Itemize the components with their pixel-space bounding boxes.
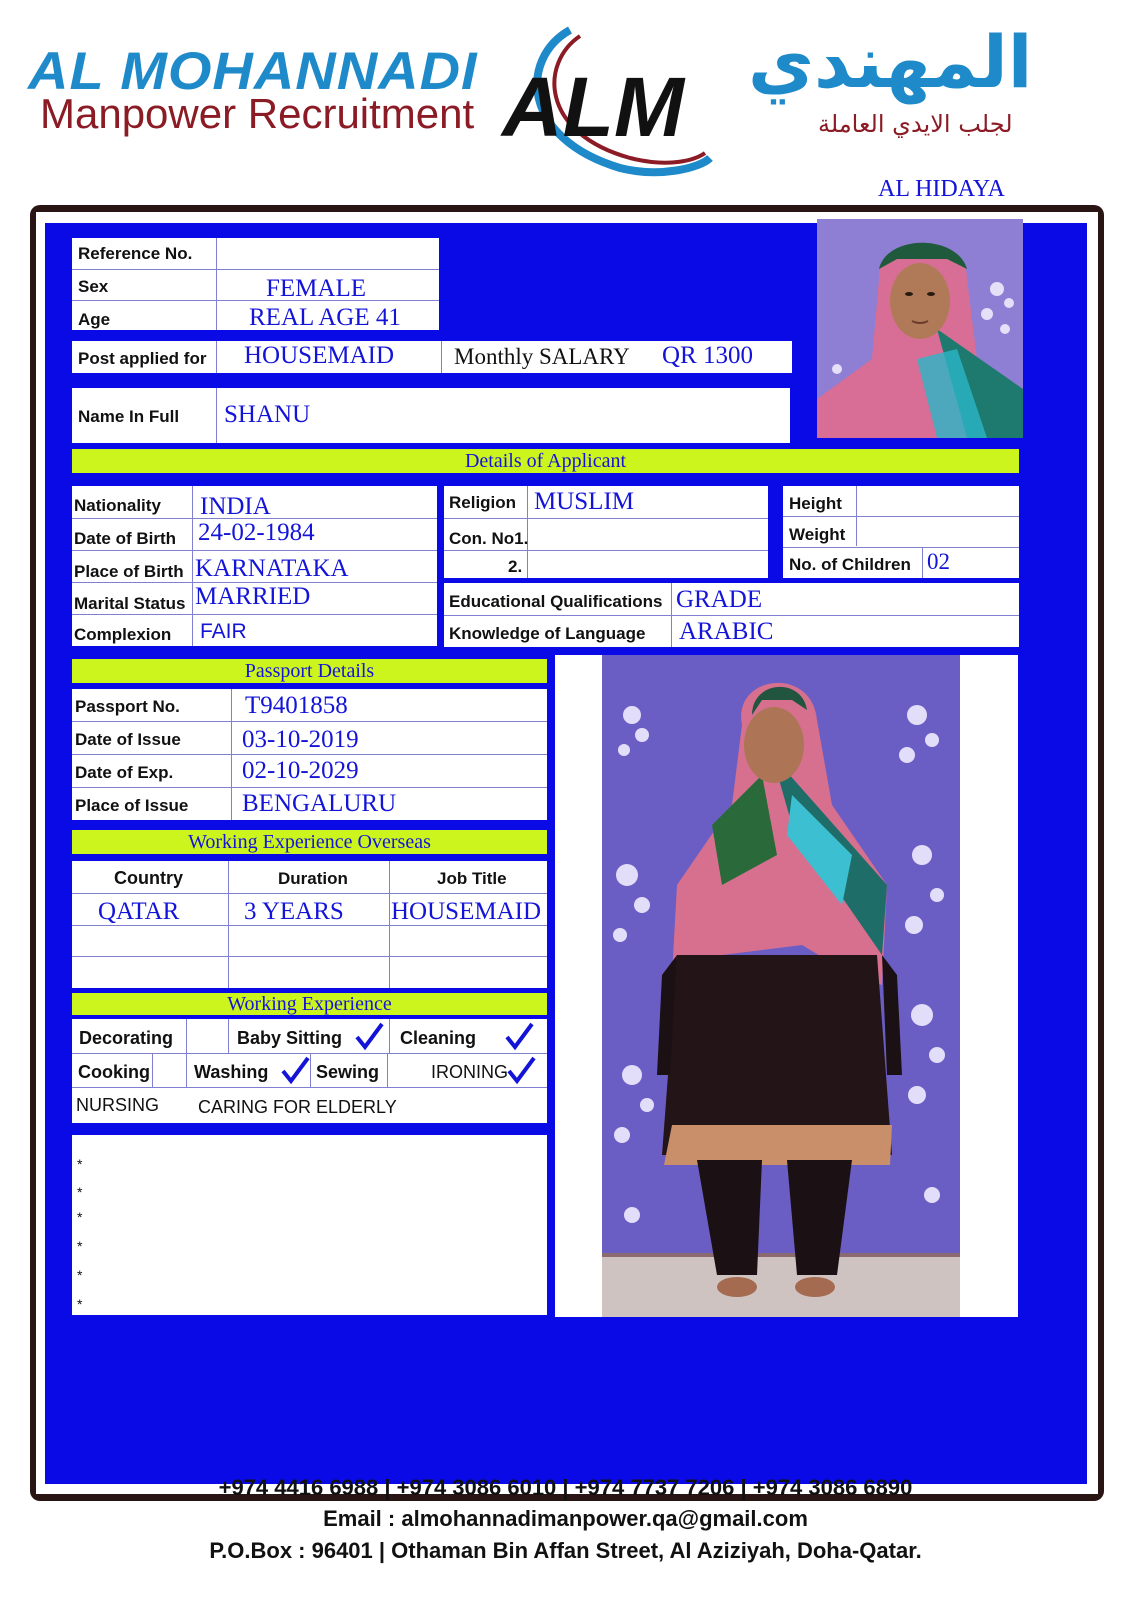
marital-value: MARRIED: [195, 583, 311, 610]
exp-ironing: IRONING: [431, 1062, 509, 1082]
pob-value: KARNATAKA: [195, 555, 349, 582]
brand-subtitle-arabic: لجلب الايدي العاملة: [818, 110, 1013, 138]
note-bullet: *: [77, 1296, 83, 1312]
exp-sewing: Sewing: [316, 1062, 380, 1082]
marital-label: Marital Status: [74, 594, 186, 613]
brand-name-arabic: المهندي: [748, 20, 1033, 104]
note-bullet: *: [77, 1209, 83, 1225]
overseas-title: Working Experience Overseas: [72, 830, 547, 854]
religion-label: Religion: [449, 493, 517, 512]
cleaning-check-icon: [504, 1021, 534, 1051]
agency-name: AL HIDAYA: [878, 176, 1005, 202]
ironing-check-icon: [506, 1055, 536, 1085]
applicant-full-body-photo: [602, 655, 960, 1317]
passport-no-label: Passport No.: [75, 697, 180, 716]
exp-cooking: Cooking: [78, 1062, 150, 1082]
note-bullet: *: [77, 1184, 83, 1200]
sex-value: FEMALE: [266, 275, 366, 302]
name-value: SHANU: [224, 401, 311, 428]
post-value: HOUSEMAID: [244, 342, 394, 369]
dob-value: 24-02-1984: [198, 519, 315, 546]
issue-date-label: Date of Issue: [75, 730, 181, 749]
col-job-title: Job Title: [437, 869, 507, 888]
children-label: No. of Children: [789, 555, 911, 574]
exp-date-value: 02-10-2029: [242, 757, 359, 784]
language-value: ARABIC: [679, 618, 774, 645]
post-label: Post applied for: [78, 349, 207, 368]
applicant-portrait-photo: [817, 219, 1023, 438]
baby-sitting-check-icon: [354, 1021, 384, 1051]
reference-label: Reference No.: [78, 244, 193, 263]
exp-date-label: Date of Exp.: [75, 763, 174, 782]
age-label: Age: [78, 310, 111, 329]
education-label: Educational Qualifications: [449, 592, 663, 611]
footer-email: Email : almohannadimanpower.qa@gmail.com: [323, 1506, 808, 1531]
language-label: Knowledge of Language: [449, 624, 646, 643]
issue-place-value: BENGALURU: [242, 790, 397, 817]
education-value: GRADE: [676, 586, 763, 613]
notes-box: [72, 1135, 547, 1315]
note-bullet: *: [77, 1156, 83, 1172]
dob-label: Date of Birth: [74, 529, 176, 548]
sex-label: Sex: [78, 277, 109, 296]
children-value: 02: [927, 549, 950, 574]
contact2-label: 2.: [508, 557, 523, 576]
washing-check-icon: [280, 1055, 310, 1085]
nationality-label: Nationality: [74, 496, 161, 515]
overseas-duration-value: 3 YEARS: [244, 898, 344, 925]
passport-title: Passport Details: [72, 659, 547, 683]
salary-label: Monthly SALARY: [454, 344, 630, 369]
complexion-value: FAIR: [200, 620, 247, 643]
passport-no-value: T9401858: [245, 692, 348, 719]
issue-date-value: 03-10-2019: [242, 726, 359, 753]
exp-washing: Washing: [194, 1062, 269, 1082]
svg-text:ALM: ALM: [502, 60, 684, 154]
pob-label: Place of Birth: [74, 562, 184, 581]
exp-decorating: Decorating: [79, 1028, 174, 1048]
brand-subtitle: Manpower Recruitment: [40, 90, 475, 137]
exp-baby-sitting: Baby Sitting: [237, 1028, 343, 1048]
exp-nursing: NURSING: [76, 1095, 160, 1115]
brand-name-english: AL MOHANNADI: [28, 40, 478, 101]
complexion-label: Complexion: [74, 625, 172, 644]
weight-label: Weight: [789, 525, 846, 544]
height-label: Height: [789, 494, 842, 513]
exp-caring-elderly: CARING FOR ELDERLY: [198, 1097, 397, 1117]
overseas-job-value: HOUSEMAID: [391, 898, 541, 925]
exp-cleaning: Cleaning: [400, 1028, 477, 1048]
col-duration: Duration: [278, 869, 348, 888]
name-row: [72, 388, 790, 443]
age-value: REAL AGE 41: [249, 304, 401, 331]
nationality-value: INDIA: [200, 493, 271, 520]
alm-logo: [500, 18, 730, 178]
salary-value: QR 1300: [662, 342, 753, 369]
religion-value: MUSLIM: [534, 488, 635, 515]
name-label: Name In Full: [78, 407, 180, 426]
footer-phones: +974 4416 6988 | +974 3086 6010 | +974 7737 7206 | +974 3086 6890: [218, 1475, 913, 1500]
issue-place-label: Place of Issue: [75, 796, 189, 815]
footer-address: P.O.Box : 96401 | Othaman Bin Affan Street, Al Aziziyah, Doha-Qatar.: [209, 1538, 922, 1563]
note-bullet: *: [77, 1238, 83, 1254]
contact1-label: Con. No1.: [449, 529, 529, 548]
note-bullet: *: [77, 1267, 83, 1283]
overseas-country-value: QATAR: [98, 898, 180, 925]
experience-title: Working Experience: [72, 993, 547, 1015]
col-country: Country: [114, 868, 183, 888]
details-title: Details of Applicant: [72, 449, 1019, 473]
